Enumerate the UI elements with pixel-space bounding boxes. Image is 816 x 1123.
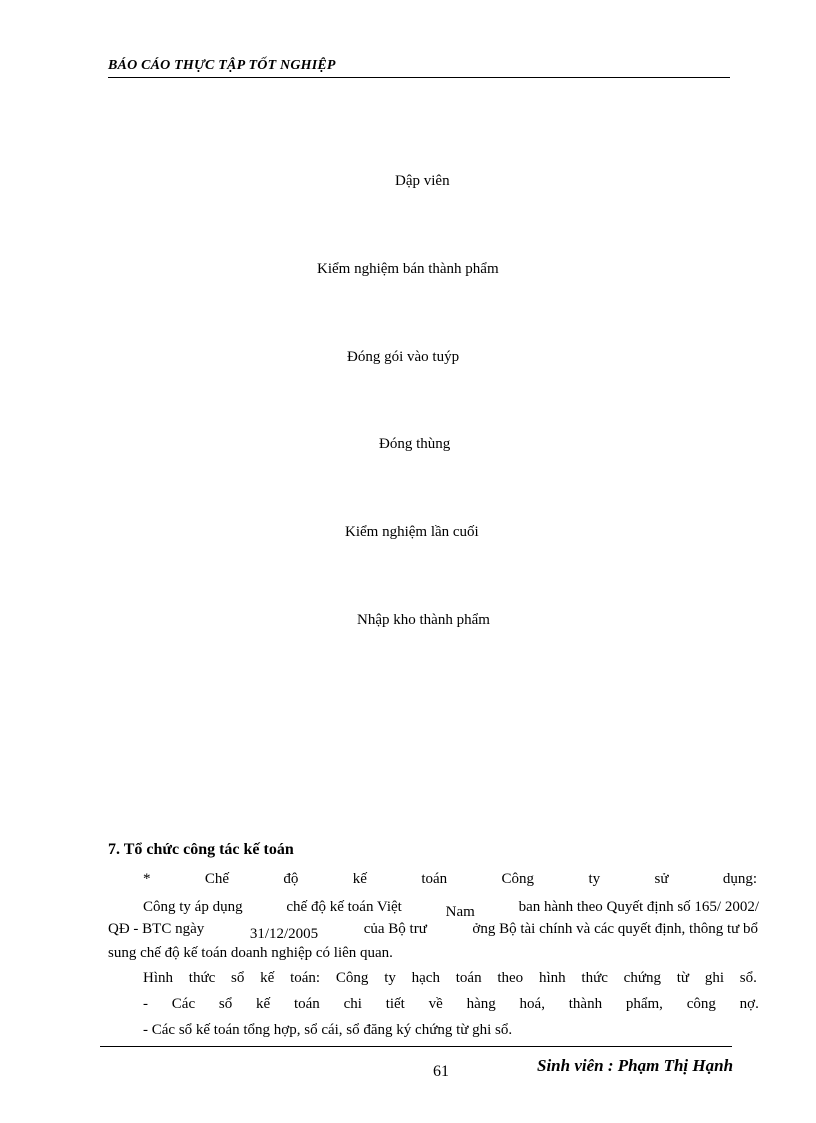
body-line-6-word: hoá,: [519, 996, 545, 1012]
body-line-6-word: về: [428, 996, 443, 1012]
body-line-6-word: -: [143, 996, 148, 1012]
document-header-title: BÁO CÁO THỰC TẬP TỐT NGHIỆP: [108, 58, 336, 73]
body-line-6-word: sổ: [218, 996, 233, 1012]
body-line-1-word: dụng:: [722, 871, 757, 887]
body-line-2-part-4: ban hành theo Quyết định số 165/ 2002/: [518, 899, 759, 915]
body-line-1-word: độ: [283, 871, 299, 887]
body-line-4: sung chế độ kế toán doanh nghiệp có liên quan.: [108, 945, 393, 961]
body-line-5-word: kế: [260, 970, 275, 986]
process-step-1: Dập viên: [395, 173, 450, 189]
body-line-5-word: theo: [497, 970, 524, 986]
body-line-5-word: hạch: [411, 970, 440, 986]
body-line-5: [143, 970, 757, 987]
body-line-2: [143, 899, 759, 920]
body-line-3: [108, 921, 758, 942]
body-line-6-word: chi: [343, 996, 362, 1012]
body-line-6-word: tiết: [385, 996, 405, 1012]
body-line-2-part-2: chế độ kế toán Việt: [286, 899, 402, 915]
body-line-5-word: thức: [581, 970, 608, 986]
body-line-6-word: kế: [256, 996, 271, 1012]
page-number: 61: [433, 1063, 449, 1080]
body-line-5-word: Công: [335, 970, 369, 986]
process-step-5: Kiểm nghiệm lần cuối: [345, 524, 479, 540]
body-line-1-word: Chế: [204, 871, 230, 887]
process-step-2: Kiểm nghiệm bán thành phẩm: [317, 261, 499, 277]
body-line-5-word: sổ.: [739, 970, 757, 986]
body-line-5-word: chứng: [623, 970, 661, 986]
body-line-6-word: thành: [568, 996, 603, 1012]
body-line-7: - Các sổ kế toán tổng hợp, sổ cái, sổ đăng ký chứng từ ghi sổ.: [143, 1022, 513, 1038]
body-line-6-word: công: [686, 996, 716, 1012]
body-line-3-part-1: QĐ - BTC ngày: [108, 921, 205, 937]
header-rule: [108, 77, 730, 78]
body-line-5-word: thức: [188, 970, 216, 986]
body-line-1-word: sử: [654, 871, 669, 887]
student-name: Sinh viên : Phạm Thị Hạnh: [537, 1056, 734, 1075]
body-line-6-word: toán: [293, 996, 320, 1012]
body-line-6-word: hàng: [466, 996, 496, 1012]
body-line-5-word: ghi: [704, 970, 725, 986]
footer-rule: [100, 1046, 732, 1047]
body-line-6: [143, 996, 759, 1013]
body-line-1-word: Công: [501, 871, 535, 887]
body-line-5-word: hình: [538, 970, 566, 986]
body-line-1: [143, 871, 757, 888]
body-line-1-word: kế: [352, 871, 367, 887]
body-line-1-word: toán: [421, 871, 448, 887]
process-step-6: Nhập kho thành phẩm: [357, 612, 490, 628]
body-line-6-word: Các: [171, 996, 196, 1012]
body-line-6-word: phẩm,: [625, 996, 663, 1012]
body-line-3-part-4: ởng Bộ tài chính và các quyết định, thông tư bổ: [472, 921, 758, 937]
body-line-5-word: từ: [676, 970, 690, 986]
body-line-5-word: toán: [455, 970, 482, 986]
section-heading: 7. Tổ chức công tác kế toán: [108, 841, 294, 858]
body-line-6-word: nợ.: [739, 996, 759, 1012]
process-step-3: Đóng gói vào tuýp: [347, 349, 460, 365]
body-line-5-word: Hình: [143, 970, 173, 986]
body-line-1-word: ty: [588, 871, 601, 887]
body-line-3-part-3: của Bộ trư: [363, 921, 427, 937]
body-line-5-word: sổ: [231, 970, 245, 986]
process-step-4: Đóng thùng: [379, 436, 451, 452]
body-line-2-part-3: Nam: [445, 904, 475, 920]
body-line-5-word: ty: [384, 970, 396, 986]
body-line-2-part-1: Công ty áp dụng: [143, 899, 243, 915]
body-line-3-part-2: 31/12/2005: [249, 926, 319, 942]
body-line-5-word: toán:: [290, 970, 321, 986]
body-line-1-word: *: [143, 871, 151, 887]
